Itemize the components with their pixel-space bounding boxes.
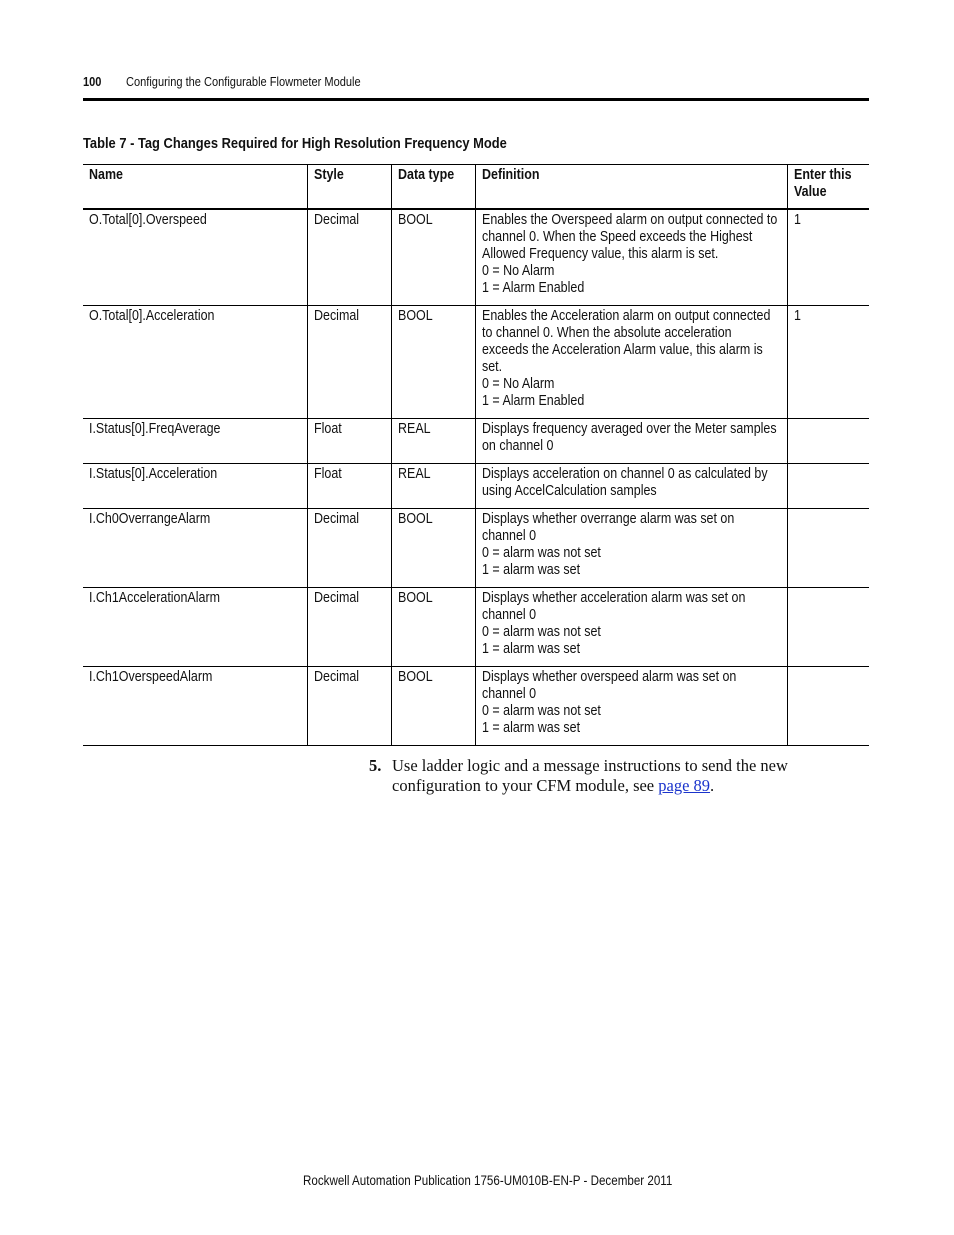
step-text	[392, 756, 812, 796]
cell-definition	[475, 464, 787, 509]
page-number: 100	[83, 74, 102, 89]
definition-line: 1 = Alarm Enabled	[481, 280, 584, 296]
cell-style: Decimal	[307, 509, 391, 588]
cell-enter-value	[787, 509, 869, 588]
definition-line: Enables the Overspeed alarm on output connected to channel 0. When the Speed exceeds the Highest Allowed Frequency value, this alarm is set.	[481, 212, 777, 262]
cell-data-type: BOOL	[391, 588, 475, 667]
cell-enter-value	[787, 588, 869, 667]
definition-line: Displays whether overspeed alarm was set on channel 0	[481, 669, 736, 702]
cell-name: I.Ch1AccelerationAlarm	[89, 590, 221, 606]
cell-definition	[475, 667, 787, 746]
tag-changes-table	[83, 164, 869, 746]
cell-style: Decimal	[307, 667, 391, 746]
cell-name: I.Ch1OverspeedAlarm	[89, 669, 213, 685]
definition-line: 1 = alarm was set	[481, 562, 580, 578]
column-header-style: Style	[307, 165, 391, 210]
table-row	[83, 588, 869, 667]
table-row	[83, 209, 869, 306]
cell-name: I.Status[0].FreqAverage	[89, 421, 221, 437]
cell-style: Decimal	[307, 306, 391, 419]
table-row	[83, 419, 869, 464]
step-text-before: Use ladder logic and a message instructions to send the new configuration to your CFM module, see	[392, 756, 788, 795]
cell-enter-value	[787, 464, 869, 509]
step-text-after: .	[710, 776, 715, 795]
definition-line: Displays whether overrange alarm was set on channel 0	[481, 511, 734, 544]
definition-line: 0 = No Alarm	[481, 376, 554, 392]
cell-enter-value	[787, 667, 869, 746]
definition-line: 1 = Alarm Enabled	[481, 393, 584, 409]
cell-name: O.Total[0].Acceleration	[89, 308, 215, 324]
cell-style: Decimal	[307, 588, 391, 667]
table-title: Table 7 - Tag Changes Required for High Resolution Frequency Mode	[83, 135, 507, 152]
page-89-link[interactable]: page 89	[658, 776, 711, 795]
cell-definition	[475, 509, 787, 588]
definition-line: 0 = alarm was not set	[481, 703, 601, 719]
cell-data-type: BOOL	[391, 209, 475, 306]
cell-name: I.Status[0].Acceleration	[89, 466, 218, 482]
column-header-definition: Definition	[475, 165, 787, 210]
cell-definition	[475, 588, 787, 667]
definition-line: Displays frequency averaged over the Meter samples on channel 0	[481, 421, 777, 454]
page-header	[83, 72, 869, 101]
cell-style: Float	[307, 419, 391, 464]
column-header-enter-value: Enter this Value	[787, 165, 869, 210]
definition-line: 0 = alarm was not set	[481, 545, 601, 561]
column-header-name: Name	[89, 167, 123, 183]
step-number: 5.	[369, 756, 382, 775]
definition-line: 1 = alarm was set	[481, 720, 580, 736]
definition-line: 0 = alarm was not set	[481, 624, 601, 640]
cell-enter-value: 1	[787, 306, 869, 419]
definition-line: Displays whether acceleration alarm was set on channel 0	[481, 590, 745, 623]
cell-data-type: BOOL	[391, 509, 475, 588]
running-title: Configuring the Configurable Flowmeter Module	[126, 74, 361, 89]
cell-enter-value: 1	[787, 209, 869, 306]
cell-style: Decimal	[307, 209, 391, 306]
table-row	[83, 306, 869, 419]
cell-name: I.Ch0OverrangeAlarm	[89, 511, 211, 527]
cell-name: O.Total[0].Overspeed	[89, 212, 207, 228]
cell-data-type: BOOL	[391, 667, 475, 746]
table-header-row	[83, 165, 869, 210]
cell-definition	[475, 209, 787, 306]
table-body	[83, 209, 869, 746]
definition-line: Enables the Acceleration alarm on output connected to channel 0. When the absolute acceleration exceeds the Acceleration Alarm value, this alarm is set.	[481, 308, 770, 375]
cell-style: Float	[307, 464, 391, 509]
cell-definition	[475, 306, 787, 419]
cell-data-type: REAL	[391, 464, 475, 509]
definition-line: 0 = No Alarm	[481, 263, 554, 279]
definition-line: 1 = alarm was set	[481, 641, 580, 657]
table-row	[83, 509, 869, 588]
cell-enter-value	[787, 419, 869, 464]
column-header-data-type: Data type	[391, 165, 475, 210]
cell-definition	[475, 419, 787, 464]
publication-footer: Rockwell Automation Publication 1756-UM010B-EN-P - December 2011	[303, 1173, 673, 1188]
table-row	[83, 464, 869, 509]
cell-data-type: REAL	[391, 419, 475, 464]
table-row	[83, 667, 869, 746]
definition-line: Displays acceleration on channel 0 as calculated by using AccelCalculation samples	[481, 466, 768, 499]
cell-data-type: BOOL	[391, 306, 475, 419]
